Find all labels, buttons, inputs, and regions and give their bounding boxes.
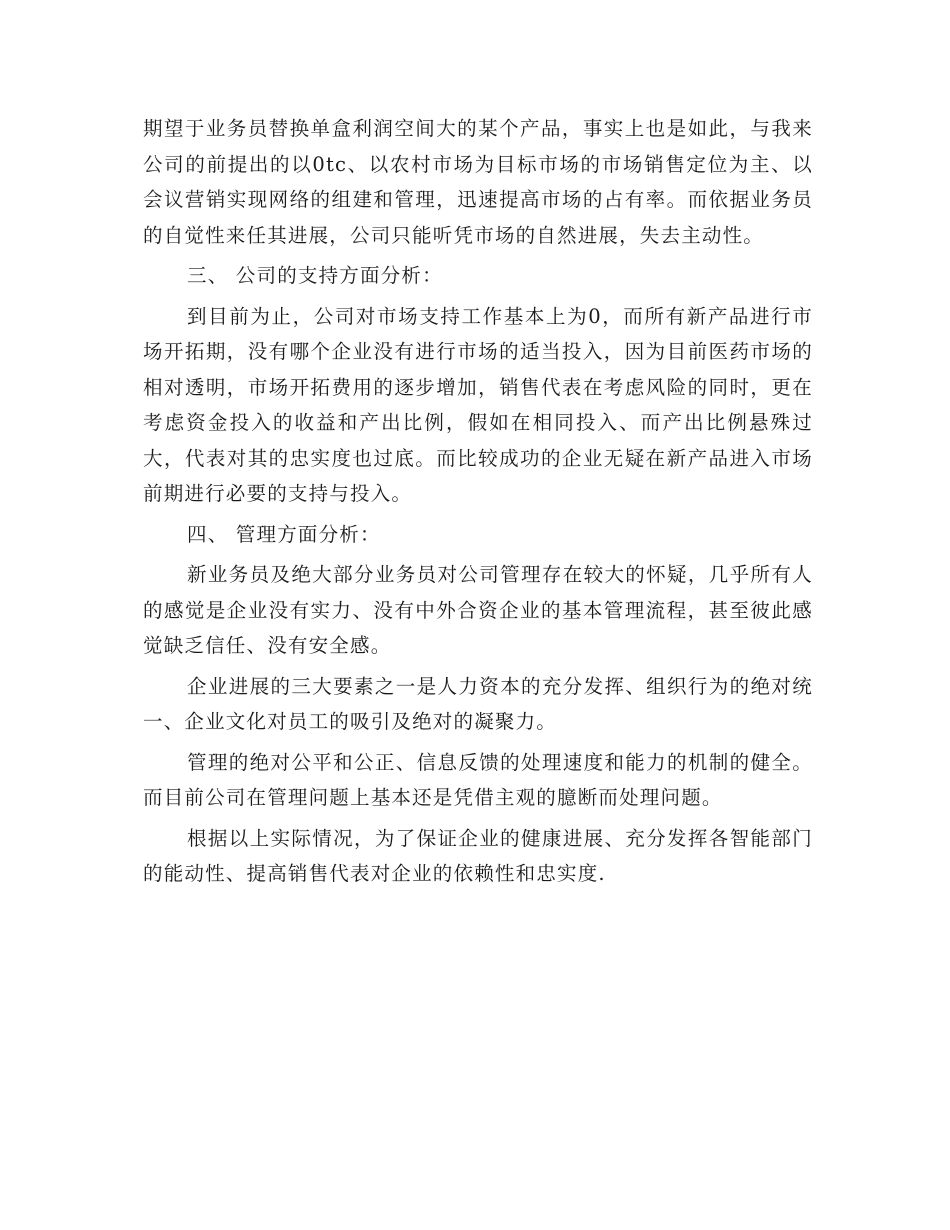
section-heading-support: 三、 公司的支持方面分析：	[187, 264, 443, 287]
paragraph-market-positioning: 期望于业务员替换单盒利润空间大的某个产品，事实上也是如此，与我来公司的前提出的以0tc、以农村市场为目标市场的市场销售定位为主、以会议营销实现网络的组建和管理，迅速提高市场的占有率。而依据业务员的自觉性来任其进展，公司只能听凭市场的自然进展，失去主动性。	[143, 117, 813, 247]
section-heading-management: 四、 管理方面分析：	[187, 522, 381, 546]
document-body	[143, 111, 813, 897]
paragraph-management-doubt: 新业务员及绝大部分业务员对公司管理存在较大的怀疑，几乎所有人的感觉是企业没有实力、没有中外合资企业的基本管理流程，甚至彼此感觉缺乏信任、没有安全感。	[143, 563, 813, 657]
paragraph-support-analysis: 到目前为止，公司对市场支持工作基本上为0，而所有新产品进行市场开拓期，没有哪个企业没有进行市场的适当投入，因为目前医药市场的相对透明，市场开拓费用的逐步增加，销售代表在考虑风险的同时，更在考虑资金投入的收益和产出比例，假如在相同投入、而产出比例悬殊过大，代表对其的忠实度也过底。而比较成功的企业无疑在新产品进入市场前期进行必要的支持与投入。	[143, 304, 813, 505]
paragraph-fairness: 管理的绝对公平和公正、信息反馈的处理速度和能力的机制的健全。而目前公司在管理问题上基本还是凭借主观的臆断而处理问题。	[143, 750, 813, 809]
paragraph-conclusion: 根据以上实际情况，为了保证企业的健康进展、充分发挥各智能部门的能动性、提高销售代表对企业的依赖性和忠实度.	[143, 826, 813, 885]
paragraph-three-elements: 企业进展的三大要素之一是人力资本的充分发挥、组织行为的绝对统一、企业文化对员工的吸引及绝对的凝聚力。	[143, 674, 813, 733]
